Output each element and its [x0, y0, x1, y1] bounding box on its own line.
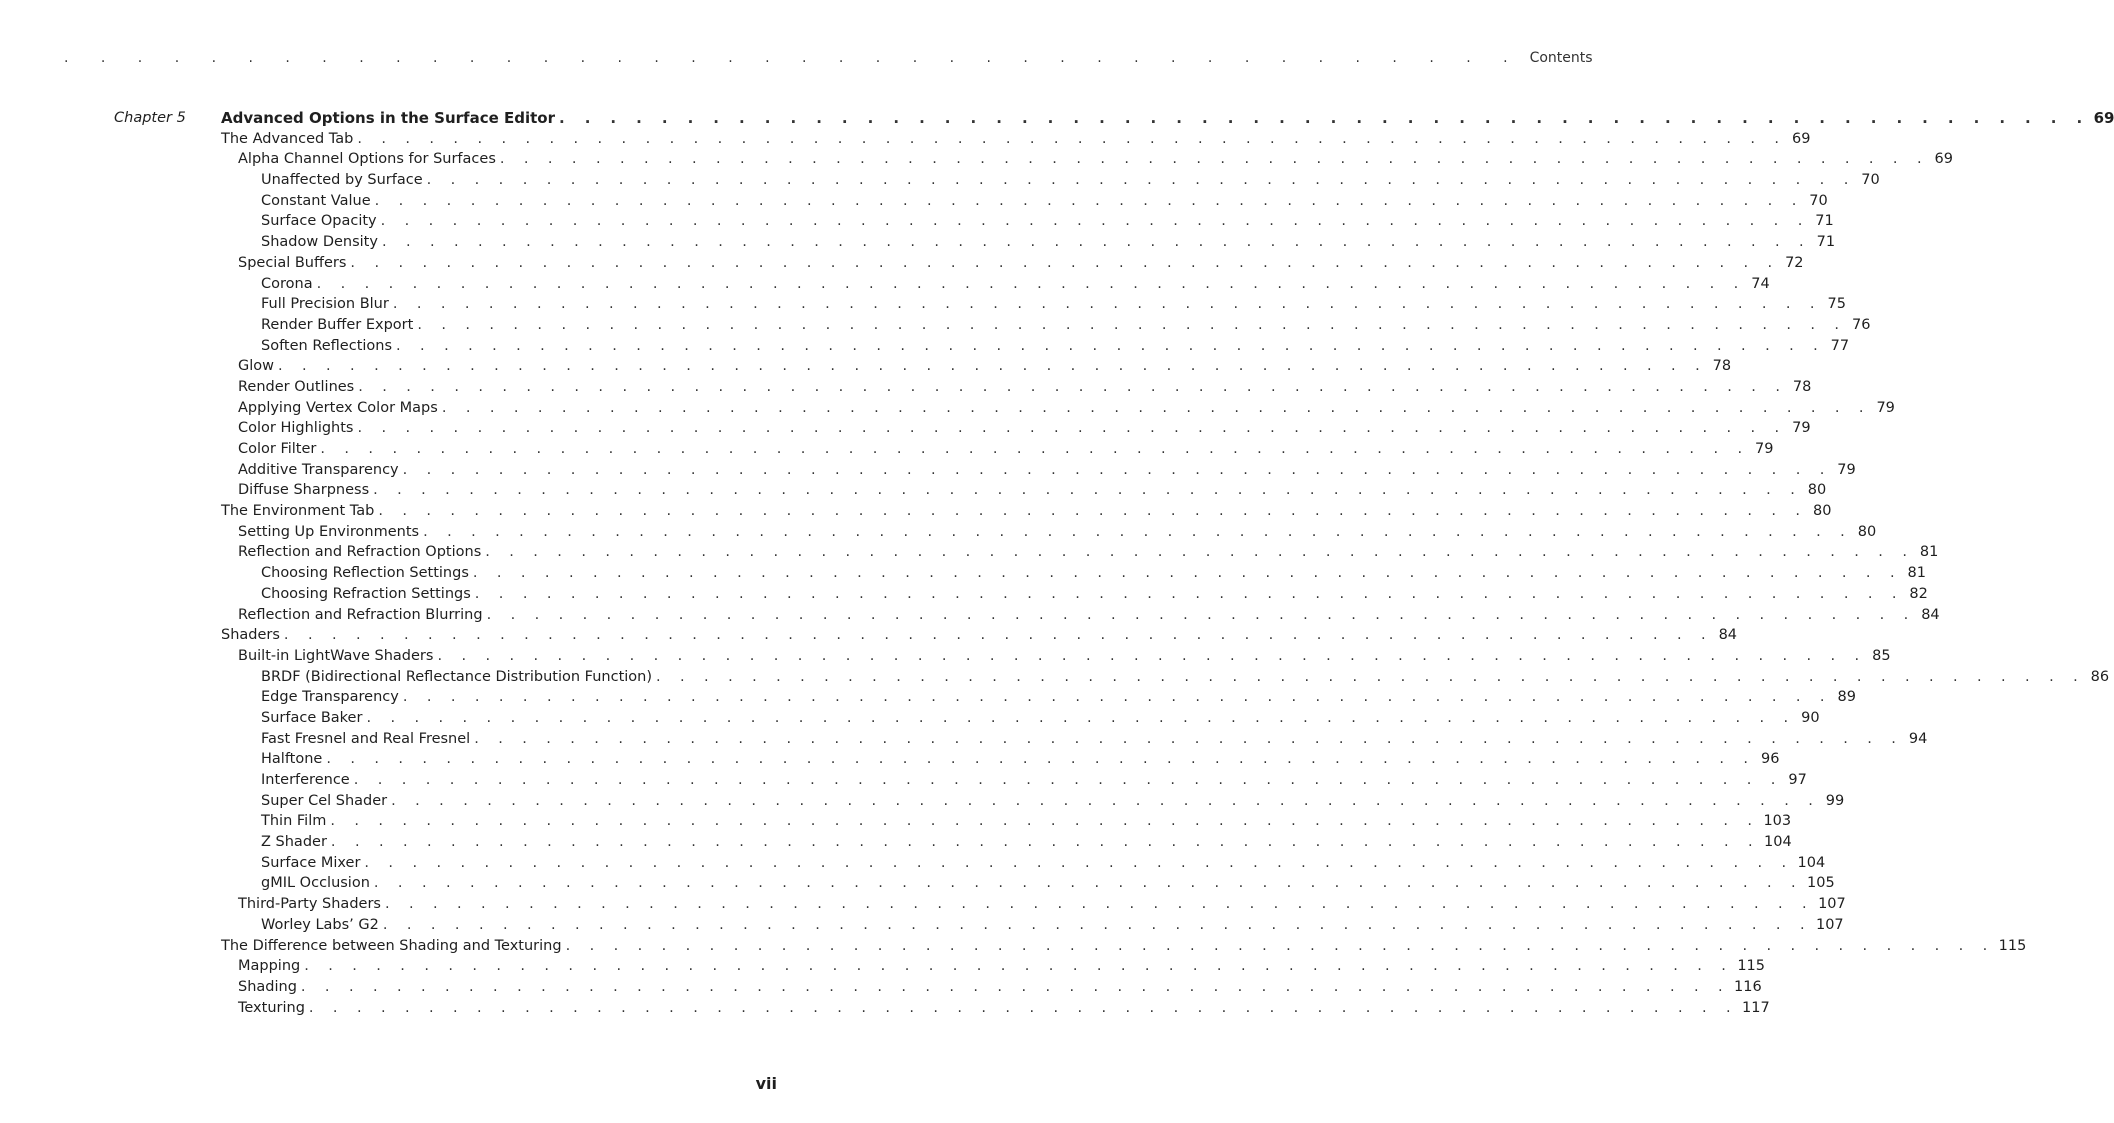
- toc-entry-title: Glow: [238, 358, 274, 375]
- toc-dot-leader: . . . . . . . . . . . . . . . . . . . . . . . . . . . . . . . . . . . . . . . . . . . . . . . . . . . . . . . . . . . .: [391, 792, 1821, 809]
- toc-entry-page: 75: [1827, 296, 1846, 313]
- toc-entry-title: Corona: [261, 275, 313, 292]
- toc-entry: [221, 749, 1780, 770]
- toc-entry: [221, 770, 1807, 791]
- toc-entry-title: Third-Party Shaders: [238, 896, 381, 913]
- toc-entry-title: Worley Labs’ G2: [261, 916, 379, 933]
- toc-entry: [221, 936, 2027, 957]
- toc-entry: [221, 191, 1828, 212]
- toc-entry-title: Shading: [238, 978, 297, 995]
- toc-entry-page: 69: [1792, 130, 1811, 147]
- toc-dot-leader: . . . . . . . . . . . . . . . . . . . . . . . . . . . . . . . . . . . . . . . . . . . . . . . . . . . . . . . . . . . .: [320, 441, 1750, 457]
- toc-entry-page: 79: [1837, 461, 1856, 478]
- toc-dot-leader: . . . . . . . . . . . . . . . . . . . . . . . . . . . . . . . . . . . . . . . . . . . . . . . . . . . . . . . . . . . .: [384, 896, 1815, 913]
- toc-entry: [221, 894, 1846, 915]
- toc-dot-leader: . . . . . . . . . . . . . . . . . . . . . . . . . . . . . . . . . . . . . . . . . . . . . . . . . . . . . . . . . . . .: [382, 916, 1812, 933]
- toc-entry-title: Reflection and Refraction Options: [238, 544, 482, 561]
- toc-entry-page: 80: [1812, 503, 1832, 520]
- toc-entry-page: 104: [1764, 834, 1792, 851]
- toc-entry-page: 71: [1815, 213, 1834, 230]
- toc-dot-leader: . . . . . . . . . . . . . . . . . . . . . . . . . . . . . . . . . . . . . . . . . . . . . . . . . . . . . . . . . . . .: [474, 730, 1904, 747]
- toc-entry-page: 78: [1792, 378, 1812, 395]
- toc-entry-title: Setting Up Environments: [238, 523, 420, 540]
- toc-entry: [221, 811, 1792, 832]
- toc-entry-page: 94: [1908, 730, 1928, 747]
- toc-dot-leader: . . . . . . . . . . . . . . . . . . . . . . . . . . . . . . . . . . . . . . . . . . . . . . . . . . . . . . . . . . . .: [381, 234, 1812, 251]
- toc-entry-title: Reflection and Refraction Blurring: [238, 606, 483, 623]
- toc-entry: [221, 170, 1880, 191]
- chapter-label: Chapter 5: [114, 110, 186, 126]
- toc-entry-title: Alpha Channel Options for Surfaces: [238, 151, 496, 168]
- toc-entry: [221, 873, 1835, 894]
- toc-entry-title: Texturing: [238, 999, 305, 1016]
- toc-dot-leader: . . . . . . . . . . . . . . . . . . . . . . . . . . . . . . . . . . . . . . . . . . . . . . . . . . . . . . . . . . . .: [358, 378, 1788, 395]
- toc-entry-page: 103: [1763, 813, 1792, 830]
- toc-entry-page: 115: [1737, 958, 1766, 975]
- toc-entry-title: Color Filter: [238, 441, 317, 457]
- toc-dot-leader: . . . . . . . . . . . . . . . . . . . . . . . . . . . . . . . . . . . . . . . . . . . . . . . . . . . . . . . . . . . .: [350, 254, 1780, 271]
- toc-entry-page: 107: [1818, 896, 1846, 913]
- toc-entry-title: Render Outlines: [238, 378, 355, 395]
- toc-entry: [221, 149, 1953, 170]
- page-number: vii: [755, 1074, 777, 1093]
- toc-entry-title: Soften Reflections: [261, 337, 393, 354]
- toc-entry-title: Advanced Options in the Surface Editor: [221, 109, 555, 127]
- toc-dot-leader: . . . . . . . . . . . . . . . . . . . . . . . . . . . . . . . . . . . . . . . . . . . . . . . . . . . . . . . . . . . .: [499, 151, 1929, 168]
- toc-entry-page: 78: [1712, 358, 1732, 375]
- table-of-contents: [221, 108, 2114, 1018]
- toc-entry-title: Shaders: [221, 627, 280, 644]
- toc-entry: [221, 501, 1832, 522]
- toc-dot-leader: . . . . . . . . . . . . . . . . . . . . . . . . . . . . . . . . . . . . . . . . . . . . . . . . . . . . . . . . . . . .: [300, 978, 1730, 995]
- toc-entry-page: 99: [1825, 792, 1845, 809]
- toc-entry-page: 79: [1876, 399, 1895, 416]
- toc-entry: [221, 211, 1834, 232]
- toc-entry-page: 115: [1998, 937, 2027, 954]
- toc-entry-title: Edge Transparency: [261, 689, 399, 706]
- toc-dot-leader: . . . . . . . . . . . . . . . . . . . . . . . . . . . . . . . . . . . . . . . . . . . . . . . . . . . . . . . . . . . .: [396, 337, 1826, 354]
- toc-entry-title: Applying Vertex Color Maps: [238, 399, 438, 416]
- toc-entry-page: 116: [1734, 978, 1762, 995]
- toc-entry: [221, 915, 1844, 936]
- toc-dot-leader: . . . . . . . . . . . . . . . . . . . . . . . . . . . . . . . . . . . . . . . . . . . . . . . . . . . . . . . . . . . .: [485, 544, 1915, 561]
- toc-dot-leader: . . . . . . . . . . . . . . . . . . . . . . . . . . . . . . . . . . . . . . . . . . . . . . . . . . . . . . . . . . . .: [364, 854, 1794, 871]
- toc-entry-title: The Environment Tab: [221, 503, 375, 520]
- toc-entry: [221, 625, 1738, 646]
- toc-entry-title: Thin Film: [261, 813, 327, 830]
- toc-entry: [221, 832, 1792, 853]
- toc-entry-page: 77: [1830, 337, 1850, 354]
- toc-entry-page: 69: [2093, 109, 2114, 127]
- toc-entry-title: Color Highlights: [238, 420, 354, 437]
- toc-dot-leader: . . . . . . . . . . . . . . . . . . . . . . . . . . . . . . . . . . . . . . . . . . . . . . . . . . . . . . . . . . . .: [565, 937, 1995, 954]
- toc-entry: [221, 667, 2110, 688]
- toc-entry-page: 79: [1792, 420, 1811, 437]
- toc-dot-leader: . . . . . . . . . . . . . . . . . . . . . . . . . . . . . . . . . . . . . . . . . . . . . . . . . . . . . . . . . . . .: [558, 109, 2090, 127]
- toc-entry: [221, 315, 1871, 336]
- toc-dot-leader: . . . . . . . . . . . . . . . . . . . . . . . . . . . . . . . . . . . . . . . . . . . . . . . . . . . . . . . . . . . .: [316, 275, 1746, 292]
- toc-entry: [221, 563, 1926, 584]
- toc-entry: [221, 791, 1845, 812]
- toc-entry: [221, 232, 1836, 253]
- toc-entry-page: 81: [1919, 544, 1939, 561]
- toc-entry-title: Surface Mixer: [261, 854, 361, 871]
- toc-entry-page: 84: [1921, 606, 1940, 623]
- toc-entry-page: 90: [1801, 709, 1820, 726]
- toc-entry-title: Z Shader: [261, 834, 327, 851]
- toc-entry-title: The Advanced Tab: [221, 130, 354, 147]
- toc-entry-title: Fast Fresnel and Real Fresnel: [261, 730, 471, 747]
- toc-dot-leader: . . . . . . . . . . . . . . . . . . . . . . . . . . . . . . . . . . . . . . . . . . . . . . . . . . . . . . . . . . . .: [437, 647, 1867, 664]
- header-dot-leader: . . . . . . . . . . . . . . . . . . . . . . . . . . . . . . . . . . . . . . . .: [64, 50, 1522, 66]
- toc-entry: [221, 542, 1939, 563]
- toc-entry: [221, 398, 1895, 419]
- toc-entry-page: 72: [1785, 254, 1804, 271]
- toc-dot-leader: . . . . . . . . . . . . . . . . . . . . . . . . . . . . . . . . . . . . . . . . . . . . . . . . . . . . . . . . . . . .: [378, 503, 1808, 520]
- toc-dot-leader: . . . . . . . . . . . . . . . . . . . . . . . . . . . . . . . . . . . . . . . . . . . . . . . . . . . . . . . . . . . .: [373, 482, 1803, 499]
- toc-dot-leader: . . . . . . . . . . . . . . . . . . . . . . . . . . . . . . . . . . . . . . . . . . . . . . . . . . . . . . . . . . . .: [357, 130, 1787, 147]
- toc-dot-leader: . . . . . . . . . . . . . . . . . . . . . . . . . . . . . . . . . . . . . . . . . . . . . . . . . . . . . . . . . . . .: [426, 172, 1856, 189]
- toc-entry-title: Surface Opacity: [261, 213, 377, 230]
- toc-entry-title: Full Precision Blur: [261, 296, 389, 313]
- toc-entry-page: 86: [2090, 668, 2110, 685]
- toc-entry-title: Unaffected by Surface: [261, 172, 423, 189]
- toc-entry: [221, 584, 1928, 605]
- toc-entry-title: Additive Transparency: [238, 461, 399, 478]
- toc-entry: [221, 977, 1762, 998]
- toc-entry: [221, 687, 1856, 708]
- toc-dot-leader: . . . . . . . . . . . . . . . . . . . . . . . . . . . . . . . . . . . . . . . . . . . . . . . . . . . . . . . . . . . .: [474, 585, 1904, 602]
- toc-entry-title: Mapping: [238, 958, 301, 975]
- toc-entry-title: gMIL Occlusion: [261, 875, 370, 892]
- toc-entry-page: 80: [1857, 523, 1877, 540]
- toc-entry: [221, 522, 1877, 543]
- toc-dot-leader: . . . . . . . . . . . . . . . . . . . . . . . . . . . . . . . . . . . . . . . . . . . . . . . . . . . . . . . . . . . .: [373, 875, 1803, 892]
- toc-dot-leader: . . . . . . . . . . . . . . . . . . . . . . . . . . . . . . . . . . . . . . . . . . . . . . . . . . . . . . . . . . . .: [417, 316, 1847, 333]
- toc-entry-page: 70: [1809, 192, 1828, 209]
- toc-entry: [221, 460, 1856, 481]
- toc-entry-title: Choosing Refraction Settings: [261, 585, 471, 602]
- toc-entry-page: 104: [1797, 854, 1826, 871]
- toc-entry-page: 96: [1760, 751, 1780, 768]
- toc-dot-leader: . . . . . . . . . . . . . . . . . . . . . . . . . . . . . . . . . . . . . . . . . . . . . . . . . . . . . . . . . . . .: [441, 399, 1871, 416]
- toc-dot-leader: . . . . . . . . . . . . . . . . . . . . . . . . . . . . . . . . . . . . . . . . . . . . . . . . . . . . . . . . . . . .: [304, 958, 1734, 975]
- toc-entry: [221, 274, 1770, 295]
- toc-dot-leader: . . . . . . . . . . . . . . . . . . . . . . . . . . . . . . . . . . . . . . . . . . . . . . . . . . . . . . . . . . . .: [353, 772, 1783, 788]
- toc-entry-title: Interference: [261, 772, 350, 788]
- toc-entry: [221, 729, 1928, 750]
- toc-entry-page: 105: [1807, 875, 1835, 892]
- toc-entry-page: 70: [1861, 172, 1880, 189]
- toc-entry: [221, 253, 1804, 274]
- toc-entry-page: 79: [1755, 441, 1774, 457]
- toc-entry: [221, 956, 1766, 977]
- toc-entry-page: 71: [1816, 234, 1836, 251]
- toc-entry-title: Super Cel Shader: [261, 792, 388, 809]
- toc-entry-page: 107: [1815, 916, 1844, 933]
- toc-dot-leader: . . . . . . . . . . . . . . . . . . . . . . . . . . . . . . . . . . . . . . . . . . . . . . . . . . . . . . . . . . . .: [380, 213, 1810, 230]
- toc-entry: [221, 129, 1811, 150]
- toc-entry-page: 85: [1872, 647, 1891, 664]
- toc-entry-title: The Difference between Shading and Texturing: [221, 937, 562, 954]
- toc-entry: [221, 377, 1812, 398]
- toc-entry: [221, 294, 1846, 315]
- toc-entry: [221, 356, 1732, 377]
- toc-entry-title: Special Buffers: [238, 254, 347, 271]
- toc-dot-leader: . . . . . . . . . . . . . . . . . . . . . . . . . . . . . . . . . . . . . . . . . . . . . . . . . . . . . . . . . . . .: [392, 296, 1822, 313]
- toc-entry-page: 69: [1934, 151, 1953, 168]
- toc-entry: [221, 108, 2114, 129]
- toc-entry-page: 80: [1807, 482, 1827, 499]
- toc-entry-page: 97: [1788, 772, 1807, 788]
- toc-entry-page: 89: [1837, 689, 1856, 706]
- toc-dot-leader: . . . . . . . . . . . . . . . . . . . . . . . . . . . . . . . . . . . . . . . . . . . . . . . . . . . . . . . . . . . .: [278, 358, 1708, 375]
- toc-dot-leader: . . . . . . . . . . . . . . . . . . . . . . . . . . . . . . . . . . . . . . . . . . . . . . . . . . . . . . . . . . . .: [283, 627, 1714, 644]
- header-title: Contents: [1529, 50, 1593, 66]
- toc-entry: [221, 605, 1940, 626]
- toc-entry-title: BRDF (Bidirectional Reflectance Distribution Function): [261, 668, 653, 685]
- toc-entry-title: Diffuse Sharpness: [238, 482, 370, 499]
- toc-dot-leader: . . . . . . . . . . . . . . . . . . . . . . . . . . . . . . . . . . . . . . . . . . . . . . . . . . . . . . . . . . . .: [308, 999, 1738, 1016]
- toc-entry-page: 117: [1742, 999, 1770, 1016]
- toc-entry-page: 81: [1907, 565, 1926, 582]
- toc-entry-title: Shadow Density: [261, 234, 378, 251]
- toc-dot-leader: . . . . . . . . . . . . . . . . . . . . . . . . . . . . . . . . . . . . . . . . . . . . . . . . . . . . . . . . . . . .: [486, 606, 1916, 623]
- toc-entry: [221, 998, 1770, 1019]
- toc-entry-page: 84: [1718, 627, 1738, 644]
- toc-entry-page: 82: [1909, 585, 1928, 602]
- toc-dot-leader: . . . . . . . . . . . . . . . . . . . . . . . . . . . . . . . . . . . . . . . . . . . . . . . . . . . . . . . . . . . .: [656, 668, 2086, 685]
- toc-dot-leader: . . . . . . . . . . . . . . . . . . . . . . . . . . . . . . . . . . . . . . . . . . . . . . . . . . . . . . . . . . . .: [366, 709, 1796, 726]
- toc-dot-leader: . . . . . . . . . . . . . . . . . . . . . . . . . . . . . . . . . . . . . . . . . . . . . . . . . . . . . . . . . . . .: [472, 565, 1902, 582]
- toc-entry-title: Halftone: [261, 751, 323, 768]
- toc-dot-leader: . . . . . . . . . . . . . . . . . . . . . . . . . . . . . . . . . . . . . . . . . . . . . . . . . . . . . . . . . . . .: [374, 192, 1804, 209]
- toc-entry-title: Choosing Reflection Settings: [261, 565, 469, 582]
- toc-entry-page: 76: [1851, 316, 1871, 333]
- toc-entry-title: Built-in LightWave Shaders: [238, 647, 434, 664]
- toc-entry-title: Surface Baker: [261, 709, 363, 726]
- toc-entry: [221, 336, 1850, 357]
- toc-entry-title: Constant Value: [261, 192, 371, 209]
- toc-dot-leader: . . . . . . . . . . . . . . . . . . . . . . . . . . . . . . . . . . . . . . . . . . . . . . . . . . . . . . . . . . . .: [357, 420, 1787, 437]
- toc-entry: [221, 480, 1827, 501]
- toc-entry-page: 74: [1751, 275, 1770, 292]
- toc-entry: [221, 439, 1774, 460]
- toc-entry: [221, 418, 1811, 439]
- toc-dot-leader: . . . . . . . . . . . . . . . . . . . . . . . . . . . . . . . . . . . . . . . . . . . . . . . . . . . . . . . . . . . .: [330, 813, 1760, 830]
- toc-entry-title: Render Buffer Export: [261, 316, 414, 333]
- toc-entry: [221, 646, 1891, 667]
- toc-dot-leader: . . . . . . . . . . . . . . . . . . . . . . . . . . . . . . . . . . . . . . . . . . . . . . . . . . . . . . . . . . . .: [330, 834, 1761, 851]
- toc-entry: [221, 708, 1820, 729]
- toc-dot-leader: . . . . . . . . . . . . . . . . . . . . . . . . . . . . . . . . . . . . . . . . . . . . . . . . . . . . . . . . . . . .: [326, 751, 1756, 768]
- toc-entry: [221, 853, 1826, 874]
- toc-dot-leader: . . . . . . . . . . . . . . . . . . . . . . . . . . . . . . . . . . . . . . . . . . . . . . . . . . . . . . . . . . . .: [402, 461, 1832, 478]
- toc-dot-leader: . . . . . . . . . . . . . . . . . . . . . . . . . . . . . . . . . . . . . . . . . . . . . . . . . . . . . . . . . . . .: [423, 523, 1853, 540]
- toc-dot-leader: . . . . . . . . . . . . . . . . . . . . . . . . . . . . . . . . . . . . . . . . . . . . . . . . . . . . . . . . . . . .: [402, 689, 1832, 706]
- running-header: [64, 48, 1593, 68]
